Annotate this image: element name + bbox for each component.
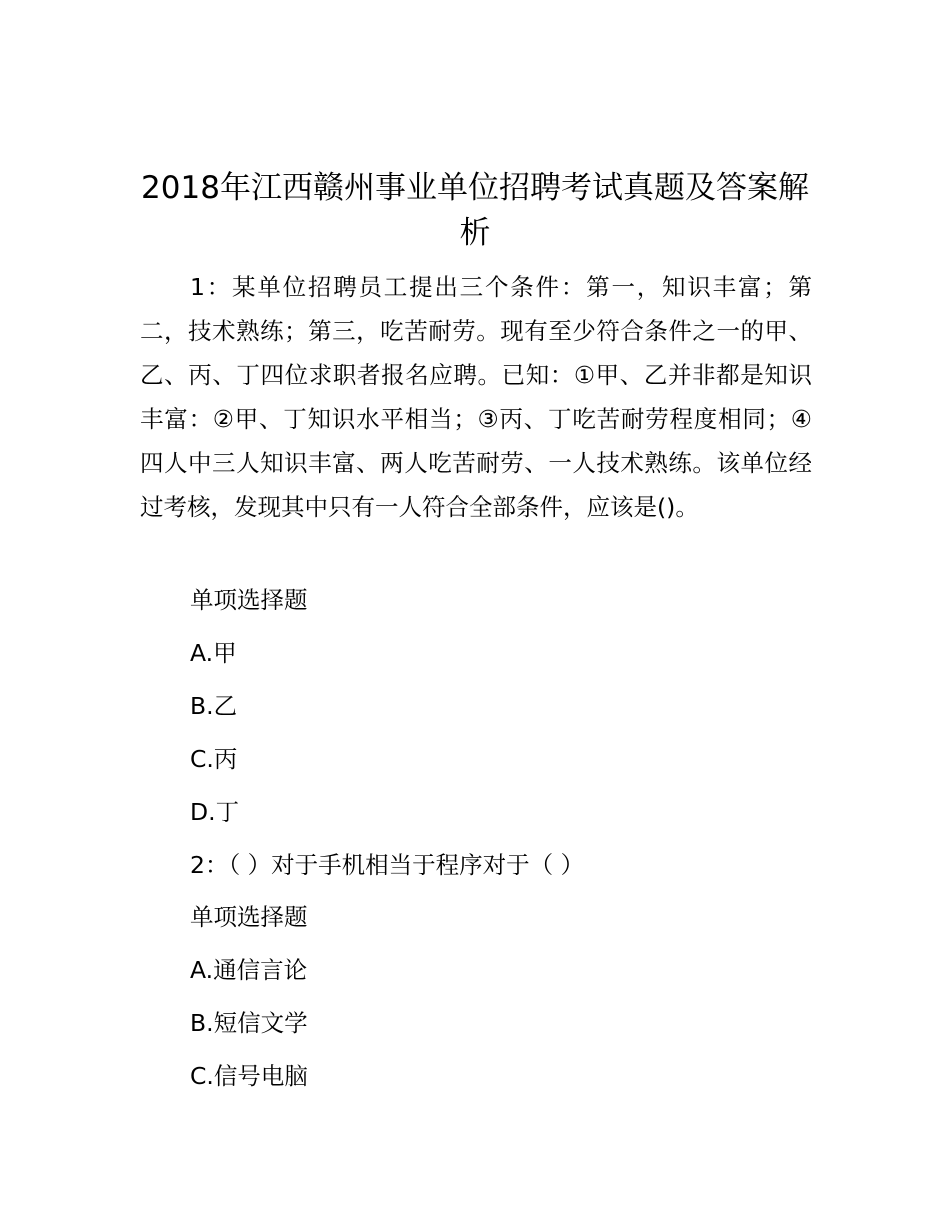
question-1-stem: 1：某单位招聘员工提出三个条件：第一，知识丰富；第二，技术熟练；第三，吃苦耐劳。现有至少符合条件之一的甲、乙、丙、丁四位求职者报名应聘。已知：①甲、乙并非都是知识丰富：②甲、丁知识水平相当；③丙、丁吃苦耐劳程度相同；④四人中三人知识丰富、两人吃苦耐劳、一人技术熟练。该单位经过考核，发现其中只有一人符合全部条件，应该是()。 — [140, 273, 812, 521]
question-2-type: 单项选择题 — [190, 903, 308, 931]
question-1-option-b: B.乙 — [190, 692, 238, 720]
page-title: 2018年江西赣州事业单位招聘考试真题及答案解析 — [141, 170, 809, 251]
question-2-stem: 2：（ ）对于手机相当于程序对于（ ） — [190, 851, 585, 879]
question-1-type: 单项选择题 — [190, 586, 308, 614]
question-2-option-a: A.通信言论 — [190, 956, 308, 984]
question-1-option-c: C.丙 — [190, 745, 238, 773]
question-1-option-a: A.甲 — [190, 639, 237, 667]
question-2-option-c: C.信号电脑 — [190, 1062, 308, 1090]
question-2-option-b: B.短信文学 — [190, 1009, 308, 1037]
question-1-option-d: D.丁 — [190, 798, 240, 826]
